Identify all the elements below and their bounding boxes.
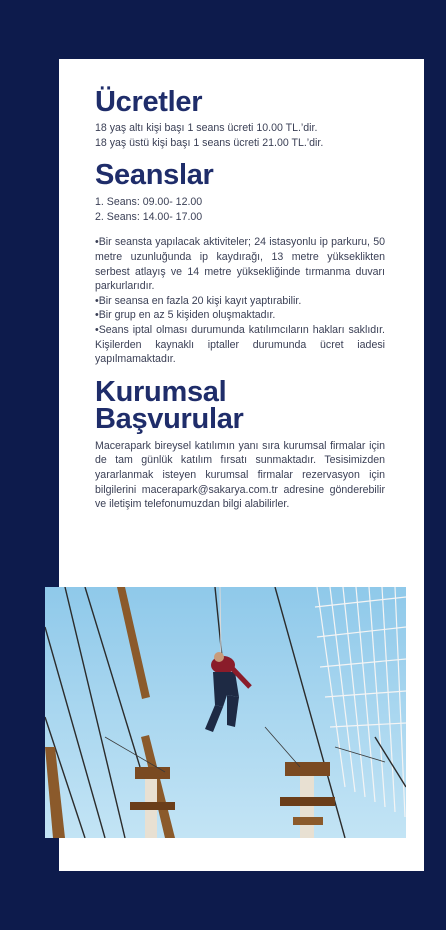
corporate-paragraph: Macerapark bireysel katılımın yanı sıra kurumsal firmalar için de tam günlük katılım fırsatı sunmaktadır. Tesisimizden yararlanmak isteyen kurumsal firmalar rezervasyon için bilgilerini macerapark@sakarya.com.tr adresine gönderebilir ve iletişim telefonumuzdan bilgi alabilirler. (95, 439, 385, 511)
fee-line-over-18: 18 yaş üstü kişi başı 1 seans ücreti 21.00 TL.’dir. (95, 136, 324, 149)
session-notes (95, 235, 385, 366)
rope-course-illustration (45, 587, 406, 838)
session-note-activities: • Bir seansta yapılacak aktiviteler; 24 istasyonlu ip parkuru, 50 metre uzunluğunda ip kaydırağı, 13 metre yükseklikten serbest atlayış ve 14 metre yüksekliğinde tırmanma duvarı parkurlarıdır. (95, 235, 385, 293)
session-times (95, 195, 385, 224)
corporate-heading-line-1: Kurumsal (95, 375, 227, 408)
session-time-1: 1. Seans: 09.00- 12.00 (95, 196, 203, 209)
corporate-heading-line-2: Başvurular (95, 402, 244, 435)
fees-heading: Ücretler (95, 86, 203, 118)
session-note-group-minimum: • Bir grup en az 5 kişiden oluşmaktadır. (95, 308, 385, 323)
corporate-heading (95, 375, 385, 435)
fees-lines (95, 121, 385, 150)
adventure-park-photo (45, 587, 406, 838)
sessions-heading: Seanslar (95, 159, 214, 192)
session-note-max-capacity: • Bir seansa en fazla 20 kişi kayıt yaptırabilir. (95, 294, 385, 309)
fee-line-under-18: 18 yaş altı kişi başı 1 seans ücreti 10.00 TL.’dir. (95, 122, 318, 134)
sky-background (45, 587, 406, 838)
brochure-content (95, 85, 385, 512)
session-time-2: 2. Seans: 14.00- 17.00 (95, 210, 203, 223)
session-note-cancellation: • Seans iptal olması durumunda katılımcıların hakları saklıdır. Kişilerden kaynaklı iptaller durumunda ücret iadesi yapılmamaktadır. (95, 323, 385, 367)
